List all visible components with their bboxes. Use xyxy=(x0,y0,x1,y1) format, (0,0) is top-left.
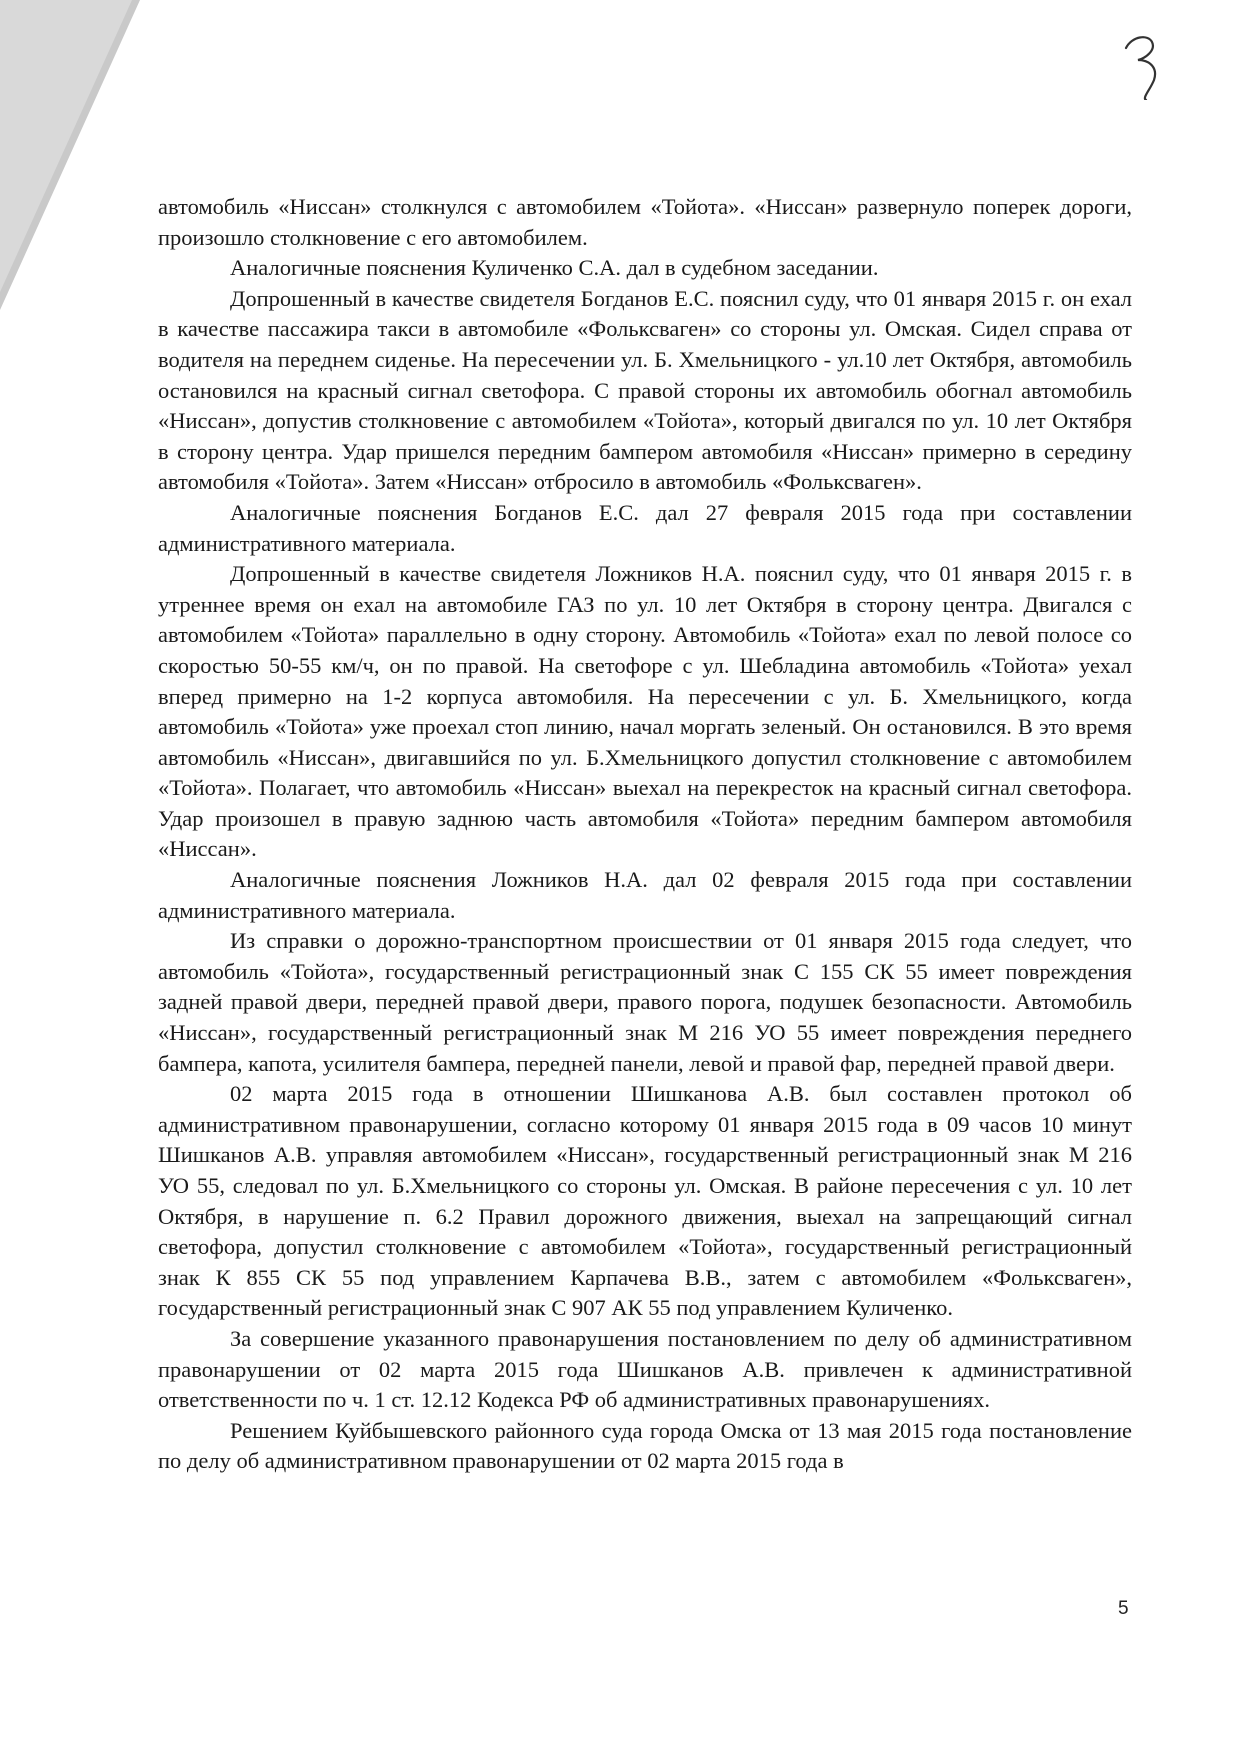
paragraph-5: Допрошенный в качестве свидетеля Ложников Н.А. пояснил суду, что 01 января 2015 г. в утреннее время он ехал на автомобиле ГАЗ по ул. 10 лет Октября в сторону центра. Двигался с автомобилем «Тойота» параллельно в одну сторону. Автомобиль «Тойота» ехал по левой полосе со скоростью 50-55 км/ч, он по правой. На светофоре с ул. Шебладина автомобиль «Тойота» уехал вперед примерно на 1-2 корпуса автомобиля. На пересечении с ул. Б. Хмельницкого, когда автомобиль «Тойота» уже проехал стоп линию, начал моргать зеленый. Он остановился. В это время автомобиль «Ниссан», двигавшийся по ул. Б.Хмельницкого допустил столкновение с автомобилем «Тойота». Полагает, что автомобиль «Ниссан» выехал на перекресток на красный сигнал светофора. Удар произошел в правую заднюю часть автомобиля «Тойота» передним бампером автомобиля «Ниссан». xyxy=(158,561,1132,862)
paragraph-3: Допрошенный в качестве свидетеля Богданов Е.С. пояснил суду, что 01 января 2015 г. он ехал в качестве пассажира такси в автомобиле «Фольксваген» со стороны ул. Омская. Сидел справа от водителя на переднем сиденье. На пересечении ул. Б. Хмельницкого - ул.10 лет Октября, автомобиль остановился на красный сигнал светофора. С правой стороны их автомобиль обогнал автомобиль «Ниссан», допустив столкновение с автомобилем «Тойота», который двигался по ул. 10 лет Октября в сторону центра. Удар пришелся передним бампером автомобиля «Ниссан» примерно в середину автомобиля «Тойота». Затем «Ниссан» отбросило в автомобиль «Фольксваген». xyxy=(158,285,1132,495)
paragraph-8: 02 марта 2015 года в отношении Шишканова А.В. был составлен протокол об административном правонарушении, согласно которому 01 января 2015 года в 09 часов 10 минут Шишканов А.В. управляя автомобилем «Ниссан», государственный регистрационный знак М 216 УО 55, следовал по ул. Б.Хмельницкого со стороны ул. Омская. В районе пересечения с ул. 10 лет Октября, в нарушение п. 6.2 Правил дорожного движения, выехал на запрещающий сигнал светофора, допустил столкновение с автомобилем «Тойота», государственный регистрационный знак К 855 СК 55 под управлением Карпачева В.В., затем с автомобилем «Фольксваген», государственный регистрационный знак С 907 АК 55 под управлением Куличенко. xyxy=(158,1081,1132,1321)
paragraph-9: За совершение указанного правонарушения постановлением по делу об административном правонарушении от 02 марта 2015 года Шишканов А.В. привлечен к административной ответственности по ч. 1 ст. 12.12 Кодекса РФ об административных правонарушениях. xyxy=(158,1325,1132,1413)
paragraph-2: Аналогичные пояснения Куличенко С.А. дал в судебном заседании. xyxy=(230,255,879,281)
page-number: 5 xyxy=(1118,1598,1129,1619)
paragraph-7: Из справки о дорожно-транспортном происшествии от 01 января 2015 года следует, что автомобиль «Тойота», государственный регистрационный знак С 155 СК 55 имеет повреждения задней правой двери, передней правой двери, правого порога, подушек безопасности. Автомобиль «Ниссан», государственный регистрационный знак М 216 УО 55 имеет повреждения переднего бампера, капота, усилителя бампера, передней панели, левой и правой фар, передней правой двери. xyxy=(158,928,1132,1076)
paragraph-1: автомобиль «Ниссан» столкнулся с автомобилем «Тойота». «Ниссан» развернуло поперек дороги, произошло столкновение с его автомобилем. xyxy=(158,194,1132,250)
document-body xyxy=(158,192,1132,1477)
paragraph-10: Решением Куйбышевского районного суда города Омска от 13 мая 2015 года постановление по делу об административном правонарушении от 02 марта 2015 года в xyxy=(158,1417,1132,1474)
paragraph-6: Аналогичные пояснения Ложников Н.А. дал 02 февраля 2015 года при составлении административного материала. xyxy=(158,867,1132,923)
handwritten-page-mark xyxy=(1118,28,1168,100)
scan-shadow-corner xyxy=(0,0,150,320)
paragraph-4: Аналогичные пояснения Богданов Е.С. дал 27 февраля 2015 года при составлении административного материала. xyxy=(158,499,1132,556)
